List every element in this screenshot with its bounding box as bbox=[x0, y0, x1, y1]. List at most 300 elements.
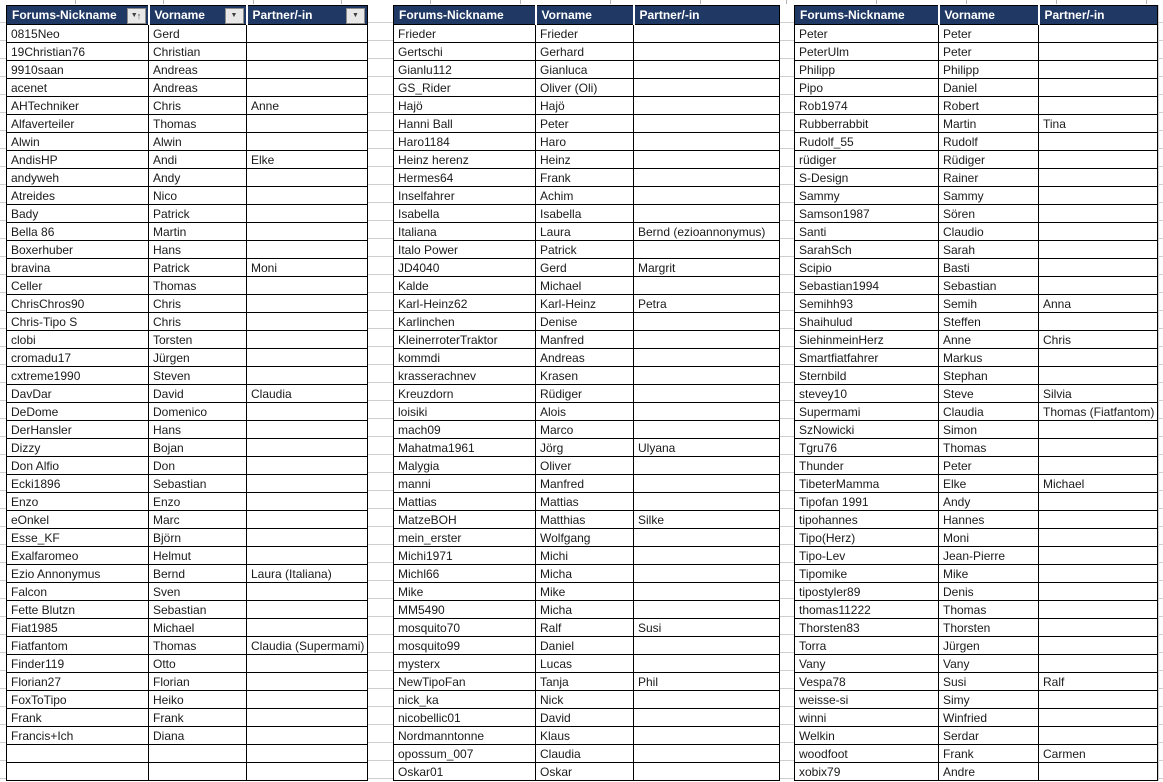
cell[interactable]: Exalfaromeo bbox=[7, 547, 149, 565]
cell[interactable] bbox=[247, 583, 368, 601]
cell[interactable]: Peter bbox=[939, 43, 1039, 61]
cell[interactable]: Enzo bbox=[149, 493, 247, 511]
cell[interactable]: Michael bbox=[149, 619, 247, 637]
cell[interactable] bbox=[247, 187, 368, 205]
cell[interactable] bbox=[1039, 763, 1158, 781]
cell[interactable]: Gianlu112 bbox=[394, 61, 536, 79]
cell[interactable]: Sven bbox=[149, 583, 247, 601]
cell[interactable]: mach09 bbox=[394, 421, 536, 439]
cell[interactable] bbox=[1039, 457, 1158, 475]
cell[interactable]: Florian27 bbox=[7, 673, 149, 691]
cell[interactable]: Sammy bbox=[939, 187, 1039, 205]
cell[interactable]: KleinerroterTraktor bbox=[394, 331, 536, 349]
cell[interactable]: Susi bbox=[939, 673, 1039, 691]
cell[interactable] bbox=[634, 421, 780, 439]
cell[interactable]: SarahSch bbox=[795, 241, 939, 259]
cell[interactable] bbox=[634, 61, 780, 79]
cell[interactable]: Hans bbox=[149, 421, 247, 439]
cell[interactable] bbox=[1039, 259, 1158, 277]
cell[interactable]: Margrit bbox=[634, 259, 780, 277]
cell[interactable]: Malygia bbox=[394, 457, 536, 475]
cell[interactable]: bravina bbox=[7, 259, 149, 277]
cell[interactable]: Sebastian1994 bbox=[795, 277, 939, 295]
cell[interactable] bbox=[1039, 313, 1158, 331]
cell[interactable]: MatzeBOH bbox=[394, 511, 536, 529]
cell[interactable]: Michael bbox=[536, 277, 634, 295]
cell[interactable]: Phil bbox=[634, 673, 780, 691]
cell[interactable]: Alwin bbox=[7, 133, 149, 151]
cell[interactable]: Sammy bbox=[795, 187, 939, 205]
cell[interactable]: Patrick bbox=[536, 241, 634, 259]
cell[interactable] bbox=[247, 745, 368, 763]
cell[interactable]: Steffen bbox=[939, 313, 1039, 331]
cell[interactable]: Frank bbox=[536, 169, 634, 187]
cell[interactable]: Andy bbox=[149, 169, 247, 187]
cell[interactable]: Hannes bbox=[939, 511, 1039, 529]
cell[interactable] bbox=[247, 511, 368, 529]
cell[interactable]: Thomas bbox=[149, 115, 247, 133]
cell[interactable]: Hajö bbox=[394, 97, 536, 115]
cell[interactable]: Gerd bbox=[536, 259, 634, 277]
cell[interactable]: Andreas bbox=[536, 349, 634, 367]
cell[interactable] bbox=[634, 601, 780, 619]
cell[interactable]: Scipio bbox=[795, 259, 939, 277]
cell[interactable] bbox=[634, 133, 780, 151]
cell[interactable]: Fiat1985 bbox=[7, 619, 149, 637]
cell[interactable] bbox=[634, 637, 780, 655]
cell[interactable]: Petra bbox=[634, 295, 780, 313]
cell[interactable]: ChrisChros90 bbox=[7, 295, 149, 313]
column-header-vorname[interactable] bbox=[939, 6, 1039, 25]
cell[interactable] bbox=[1039, 223, 1158, 241]
cell[interactable]: Karl-Heinz bbox=[536, 295, 634, 313]
cell[interactable] bbox=[247, 403, 368, 421]
cell[interactable]: Tanja bbox=[536, 673, 634, 691]
cell[interactable] bbox=[7, 745, 149, 763]
cell[interactable]: Anna bbox=[1039, 295, 1158, 313]
cell[interactable]: Frank bbox=[149, 709, 247, 727]
cell[interactable]: Claudia bbox=[247, 385, 368, 403]
cell[interactable]: Denis bbox=[939, 583, 1039, 601]
cell[interactable]: Micha bbox=[536, 601, 634, 619]
cell[interactable]: Elke bbox=[247, 151, 368, 169]
cell[interactable] bbox=[247, 421, 368, 439]
cell[interactable]: clobi bbox=[7, 331, 149, 349]
cell[interactable]: Tipomike bbox=[795, 565, 939, 583]
cell[interactable]: AHTechniker bbox=[7, 97, 149, 115]
cell[interactable]: Andreas bbox=[149, 79, 247, 97]
cell[interactable] bbox=[634, 349, 780, 367]
column-header-forums-nickname[interactable] bbox=[394, 6, 536, 25]
cell[interactable]: Krasen bbox=[536, 367, 634, 385]
cell[interactable]: Robert bbox=[939, 97, 1039, 115]
cell[interactable]: Semihh93 bbox=[795, 295, 939, 313]
cell[interactable] bbox=[247, 601, 368, 619]
cell[interactable]: Tipofan 1991 bbox=[795, 493, 939, 511]
cell[interactable]: Samson1987 bbox=[795, 205, 939, 223]
cell[interactable]: Michi bbox=[536, 547, 634, 565]
cell[interactable]: Rob1974 bbox=[795, 97, 939, 115]
cell[interactable] bbox=[634, 97, 780, 115]
cell[interactable] bbox=[247, 205, 368, 223]
cell[interactable]: Serdar bbox=[939, 727, 1039, 745]
cell[interactable] bbox=[1039, 187, 1158, 205]
cell[interactable]: Sebastian bbox=[149, 601, 247, 619]
cell[interactable]: Supermami bbox=[795, 403, 939, 421]
cell[interactable] bbox=[247, 133, 368, 151]
cell[interactable] bbox=[247, 367, 368, 385]
cell[interactable]: PeterUlm bbox=[795, 43, 939, 61]
cell[interactable]: Frieder bbox=[394, 25, 536, 43]
cell[interactable]: Oliver (Oli) bbox=[536, 79, 634, 97]
cell[interactable]: Mike bbox=[939, 565, 1039, 583]
cell[interactable] bbox=[247, 223, 368, 241]
cell[interactable]: Martin bbox=[149, 223, 247, 241]
column-header-vorname[interactable] bbox=[536, 6, 634, 25]
cell[interactable]: Ralf bbox=[1039, 673, 1158, 691]
cell[interactable]: Isabella bbox=[394, 205, 536, 223]
cell[interactable]: Martin bbox=[939, 115, 1039, 133]
cell[interactable] bbox=[1039, 61, 1158, 79]
cell[interactable] bbox=[1039, 547, 1158, 565]
cell[interactable]: Haro1184 bbox=[394, 133, 536, 151]
cell[interactable]: Atreides bbox=[7, 187, 149, 205]
cell[interactable] bbox=[247, 349, 368, 367]
cell[interactable]: Björn bbox=[149, 529, 247, 547]
cell[interactable]: weisse-si bbox=[795, 691, 939, 709]
cell[interactable] bbox=[247, 241, 368, 259]
cell[interactable]: Simon bbox=[939, 421, 1039, 439]
cell[interactable]: Welkin bbox=[795, 727, 939, 745]
cell[interactable]: Sarah bbox=[939, 241, 1039, 259]
cell[interactable]: Anne bbox=[247, 97, 368, 115]
cell[interactable] bbox=[1039, 637, 1158, 655]
cell[interactable] bbox=[247, 295, 368, 313]
cell[interactable] bbox=[1039, 709, 1158, 727]
cell[interactable]: eOnkel bbox=[7, 511, 149, 529]
cell[interactable]: Hermes64 bbox=[394, 169, 536, 187]
cell[interactable]: Gerhard bbox=[536, 43, 634, 61]
cell[interactable] bbox=[1039, 493, 1158, 511]
cell[interactable]: Susi bbox=[634, 619, 780, 637]
cell[interactable] bbox=[247, 727, 368, 745]
cell[interactable] bbox=[247, 763, 368, 781]
cell[interactable]: Basti bbox=[939, 259, 1039, 277]
cell[interactable] bbox=[634, 655, 780, 673]
cell[interactable]: loisiki bbox=[394, 403, 536, 421]
cell[interactable]: Frank bbox=[7, 709, 149, 727]
cell[interactable] bbox=[247, 655, 368, 673]
cell[interactable]: Mattias bbox=[394, 493, 536, 511]
cell[interactable] bbox=[1039, 43, 1158, 61]
cell[interactable]: Enzo bbox=[7, 493, 149, 511]
cell[interactable]: Heinz herenz bbox=[394, 151, 536, 169]
cell[interactable]: Torsten bbox=[149, 331, 247, 349]
cell[interactable]: NewTipoFan bbox=[394, 673, 536, 691]
cell[interactable] bbox=[247, 475, 368, 493]
cell[interactable]: Alois bbox=[536, 403, 634, 421]
cell[interactable]: Shaihulud bbox=[795, 313, 939, 331]
cell[interactable]: Thomas bbox=[149, 637, 247, 655]
cell[interactable]: Isabella bbox=[536, 205, 634, 223]
cell[interactable]: Claudio bbox=[939, 223, 1039, 241]
cell[interactable]: Alfaverteiler bbox=[7, 115, 149, 133]
cell[interactable] bbox=[1039, 205, 1158, 223]
cell[interactable]: Nico bbox=[149, 187, 247, 205]
cell[interactable]: Jean-Pierre bbox=[939, 547, 1039, 565]
cell[interactable]: acenet bbox=[7, 79, 149, 97]
cell[interactable] bbox=[247, 709, 368, 727]
cell[interactable]: Andreas bbox=[149, 61, 247, 79]
cell[interactable]: S-Design bbox=[795, 169, 939, 187]
cell[interactable]: Rudolf_55 bbox=[795, 133, 939, 151]
cell[interactable] bbox=[149, 745, 247, 763]
cell[interactable] bbox=[247, 169, 368, 187]
cell[interactable]: Achim bbox=[536, 187, 634, 205]
cell[interactable]: Michael bbox=[1039, 475, 1158, 493]
cell[interactable]: mosquito99 bbox=[394, 637, 536, 655]
cell[interactable]: Nordmanntonne bbox=[394, 727, 536, 745]
cell[interactable]: Bernd bbox=[149, 565, 247, 583]
cell[interactable]: Hanni Ball bbox=[394, 115, 536, 133]
column-header-forums-nickname[interactable] bbox=[7, 6, 149, 25]
cell[interactable] bbox=[1039, 421, 1158, 439]
cell[interactable]: Oskar01 bbox=[394, 763, 536, 781]
cell[interactable]: Fette Blutzn bbox=[7, 601, 149, 619]
cell[interactable]: Hajö bbox=[536, 97, 634, 115]
cell[interactable]: Thomas bbox=[939, 601, 1039, 619]
cell[interactable]: nick_ka bbox=[394, 691, 536, 709]
cell[interactable]: Helmut bbox=[149, 547, 247, 565]
cell[interactable]: David bbox=[149, 385, 247, 403]
cell[interactable]: Francis+Ich bbox=[7, 727, 149, 745]
cell[interactable]: Ulyana bbox=[634, 439, 780, 457]
cell[interactable]: Kalde bbox=[394, 277, 536, 295]
sort-filter-button[interactable] bbox=[127, 8, 146, 24]
cell[interactable]: Chris bbox=[149, 313, 247, 331]
cell[interactable] bbox=[1039, 655, 1158, 673]
cell[interactable]: woodfoot bbox=[795, 745, 939, 763]
cell[interactable]: Winfried bbox=[939, 709, 1039, 727]
cell[interactable]: Thunder bbox=[795, 457, 939, 475]
cell[interactable]: Marco bbox=[536, 421, 634, 439]
cell[interactable] bbox=[247, 277, 368, 295]
cell[interactable] bbox=[634, 745, 780, 763]
cell[interactable]: Vany bbox=[939, 655, 1039, 673]
cell[interactable] bbox=[634, 43, 780, 61]
filter-dropdown-button[interactable] bbox=[346, 8, 365, 24]
cell[interactable] bbox=[1039, 529, 1158, 547]
cell[interactable]: Diana bbox=[149, 727, 247, 745]
cell[interactable]: Sebastian bbox=[939, 277, 1039, 295]
cell[interactable]: Mike bbox=[536, 583, 634, 601]
cell[interactable]: kommdi bbox=[394, 349, 536, 367]
cell[interactable]: 9910saan bbox=[7, 61, 149, 79]
cell[interactable]: Daniel bbox=[536, 637, 634, 655]
cell[interactable]: AndisHP bbox=[7, 151, 149, 169]
cell[interactable]: Philipp bbox=[939, 61, 1039, 79]
cell[interactable] bbox=[1039, 583, 1158, 601]
cell[interactable]: thomas11222 bbox=[795, 601, 939, 619]
cell[interactable]: Marc bbox=[149, 511, 247, 529]
cell[interactable] bbox=[1039, 169, 1158, 187]
cell[interactable]: Don Alfio bbox=[7, 457, 149, 475]
cell[interactable]: Semih bbox=[939, 295, 1039, 313]
cell[interactable]: Inselfahrer bbox=[394, 187, 536, 205]
cell[interactable] bbox=[247, 25, 368, 43]
cell[interactable]: Haro bbox=[536, 133, 634, 151]
cell[interactable] bbox=[634, 331, 780, 349]
cell[interactable]: mosquito70 bbox=[394, 619, 536, 637]
cell[interactable]: Falcon bbox=[7, 583, 149, 601]
cell[interactable] bbox=[1039, 97, 1158, 115]
cell[interactable]: Chris-Tipo S bbox=[7, 313, 149, 331]
cell[interactable] bbox=[1039, 439, 1158, 457]
cell[interactable]: DavDar bbox=[7, 385, 149, 403]
cell[interactable]: Patrick bbox=[149, 259, 247, 277]
cell[interactable]: Tipo(Herz) bbox=[795, 529, 939, 547]
cell[interactable]: Torra bbox=[795, 637, 939, 655]
cell[interactable]: Denise bbox=[536, 313, 634, 331]
cell[interactable]: Thomas bbox=[939, 439, 1039, 457]
cell[interactable]: Philipp bbox=[795, 61, 939, 79]
cell[interactable]: Karl-Heinz62 bbox=[394, 295, 536, 313]
cell[interactable]: Silvia bbox=[1039, 385, 1158, 403]
cell[interactable]: Moni bbox=[939, 529, 1039, 547]
cell[interactable] bbox=[1039, 133, 1158, 151]
cell[interactable]: Anne bbox=[939, 331, 1039, 349]
cell[interactable]: Michi1971 bbox=[394, 547, 536, 565]
cell[interactable]: stevey10 bbox=[795, 385, 939, 403]
cell[interactable] bbox=[247, 673, 368, 691]
cell[interactable] bbox=[634, 115, 780, 133]
cell[interactable] bbox=[247, 691, 368, 709]
cell[interactable]: mysterx bbox=[394, 655, 536, 673]
filter-dropdown-button[interactable] bbox=[225, 8, 244, 24]
cell[interactable]: Daniel bbox=[939, 79, 1039, 97]
column-header-partner-in[interactable] bbox=[1039, 6, 1158, 25]
cell[interactable] bbox=[247, 79, 368, 97]
cell[interactable] bbox=[634, 169, 780, 187]
cell[interactable]: cromadu17 bbox=[7, 349, 149, 367]
cell[interactable]: Smartfiatfahrer bbox=[795, 349, 939, 367]
cell[interactable] bbox=[634, 367, 780, 385]
cell[interactable]: Fiatfantom bbox=[7, 637, 149, 655]
cell[interactable]: Chris bbox=[1039, 331, 1158, 349]
cell[interactable] bbox=[1039, 727, 1158, 745]
cell[interactable]: manni bbox=[394, 475, 536, 493]
cell[interactable] bbox=[247, 43, 368, 61]
cell[interactable]: Gerd bbox=[149, 25, 247, 43]
cell[interactable]: Rubberrabbit bbox=[795, 115, 939, 133]
cell[interactable] bbox=[634, 151, 780, 169]
cell[interactable] bbox=[1039, 79, 1158, 97]
cell[interactable]: 0815Neo bbox=[7, 25, 149, 43]
column-header-forums-nickname[interactable] bbox=[795, 6, 939, 25]
cell[interactable]: Stephan bbox=[939, 367, 1039, 385]
cell[interactable]: Michl66 bbox=[394, 565, 536, 583]
cell[interactable]: SiehinmeinHerz bbox=[795, 331, 939, 349]
cell[interactable] bbox=[634, 313, 780, 331]
cell[interactable]: Wolfgang bbox=[536, 529, 634, 547]
cell[interactable]: Andy bbox=[939, 493, 1039, 511]
cell[interactable]: Tgru76 bbox=[795, 439, 939, 457]
cell[interactable]: Finder119 bbox=[7, 655, 149, 673]
cell[interactable]: Mike bbox=[394, 583, 536, 601]
cell[interactable] bbox=[247, 547, 368, 565]
cell[interactable] bbox=[247, 493, 368, 511]
cell[interactable]: Rudolf bbox=[939, 133, 1039, 151]
cell[interactable]: Carmen bbox=[1039, 745, 1158, 763]
cell[interactable] bbox=[247, 61, 368, 79]
cell[interactable]: Markus bbox=[939, 349, 1039, 367]
cell[interactable]: Sebastian bbox=[149, 475, 247, 493]
cell[interactable]: Tina bbox=[1039, 115, 1158, 133]
cell[interactable] bbox=[634, 241, 780, 259]
cell[interactable] bbox=[634, 493, 780, 511]
column-header-vorname[interactable] bbox=[149, 6, 247, 25]
cell[interactable]: FoxToTipo bbox=[7, 691, 149, 709]
cell[interactable] bbox=[634, 727, 780, 745]
cell[interactable]: Frank bbox=[939, 745, 1039, 763]
cell[interactable] bbox=[634, 583, 780, 601]
cell[interactable] bbox=[634, 187, 780, 205]
cell[interactable] bbox=[634, 565, 780, 583]
cell[interactable]: DerHansler bbox=[7, 421, 149, 439]
cell[interactable] bbox=[1039, 349, 1158, 367]
cell[interactable] bbox=[1039, 511, 1158, 529]
cell[interactable]: Tipo-Lev bbox=[795, 547, 939, 565]
cell[interactable]: Thomas bbox=[149, 277, 247, 295]
cell[interactable]: Dizzy bbox=[7, 439, 149, 457]
cell[interactable]: Oskar bbox=[536, 763, 634, 781]
cell[interactable] bbox=[1039, 367, 1158, 385]
cell[interactable]: Don bbox=[149, 457, 247, 475]
cell[interactable]: Moni bbox=[247, 259, 368, 277]
cell[interactable]: Claudia bbox=[536, 745, 634, 763]
cell[interactable] bbox=[247, 331, 368, 349]
cell[interactable]: Otto bbox=[149, 655, 247, 673]
cell[interactable] bbox=[634, 385, 780, 403]
cell[interactable]: Jürgen bbox=[149, 349, 247, 367]
cell[interactable] bbox=[634, 529, 780, 547]
cell[interactable]: Peter bbox=[939, 457, 1039, 475]
cell[interactable] bbox=[247, 457, 368, 475]
cell[interactable] bbox=[634, 547, 780, 565]
cell[interactable]: Sternbild bbox=[795, 367, 939, 385]
cell[interactable]: tipostyler89 bbox=[795, 583, 939, 601]
cell[interactable]: Gianluca bbox=[536, 61, 634, 79]
cell[interactable]: Santi bbox=[795, 223, 939, 241]
cell[interactable]: Peter bbox=[795, 25, 939, 43]
cell[interactable]: rüdiger bbox=[795, 151, 939, 169]
cell[interactable]: Bojan bbox=[149, 439, 247, 457]
cell[interactable]: Rüdiger bbox=[536, 385, 634, 403]
cell[interactable]: Lucas bbox=[536, 655, 634, 673]
cell[interactable] bbox=[7, 763, 149, 781]
cell[interactable] bbox=[634, 457, 780, 475]
cell[interactable]: Boxerhuber bbox=[7, 241, 149, 259]
cell[interactable] bbox=[634, 403, 780, 421]
cell[interactable]: Thorsten bbox=[939, 619, 1039, 637]
cell[interactable]: Claudia bbox=[939, 403, 1039, 421]
cell[interactable] bbox=[634, 25, 780, 43]
cell[interactable] bbox=[1039, 691, 1158, 709]
cell[interactable]: Sören bbox=[939, 205, 1039, 223]
cell[interactable]: Andi bbox=[149, 151, 247, 169]
cell[interactable]: Florian bbox=[149, 673, 247, 691]
cell[interactable]: Rainer bbox=[939, 169, 1039, 187]
